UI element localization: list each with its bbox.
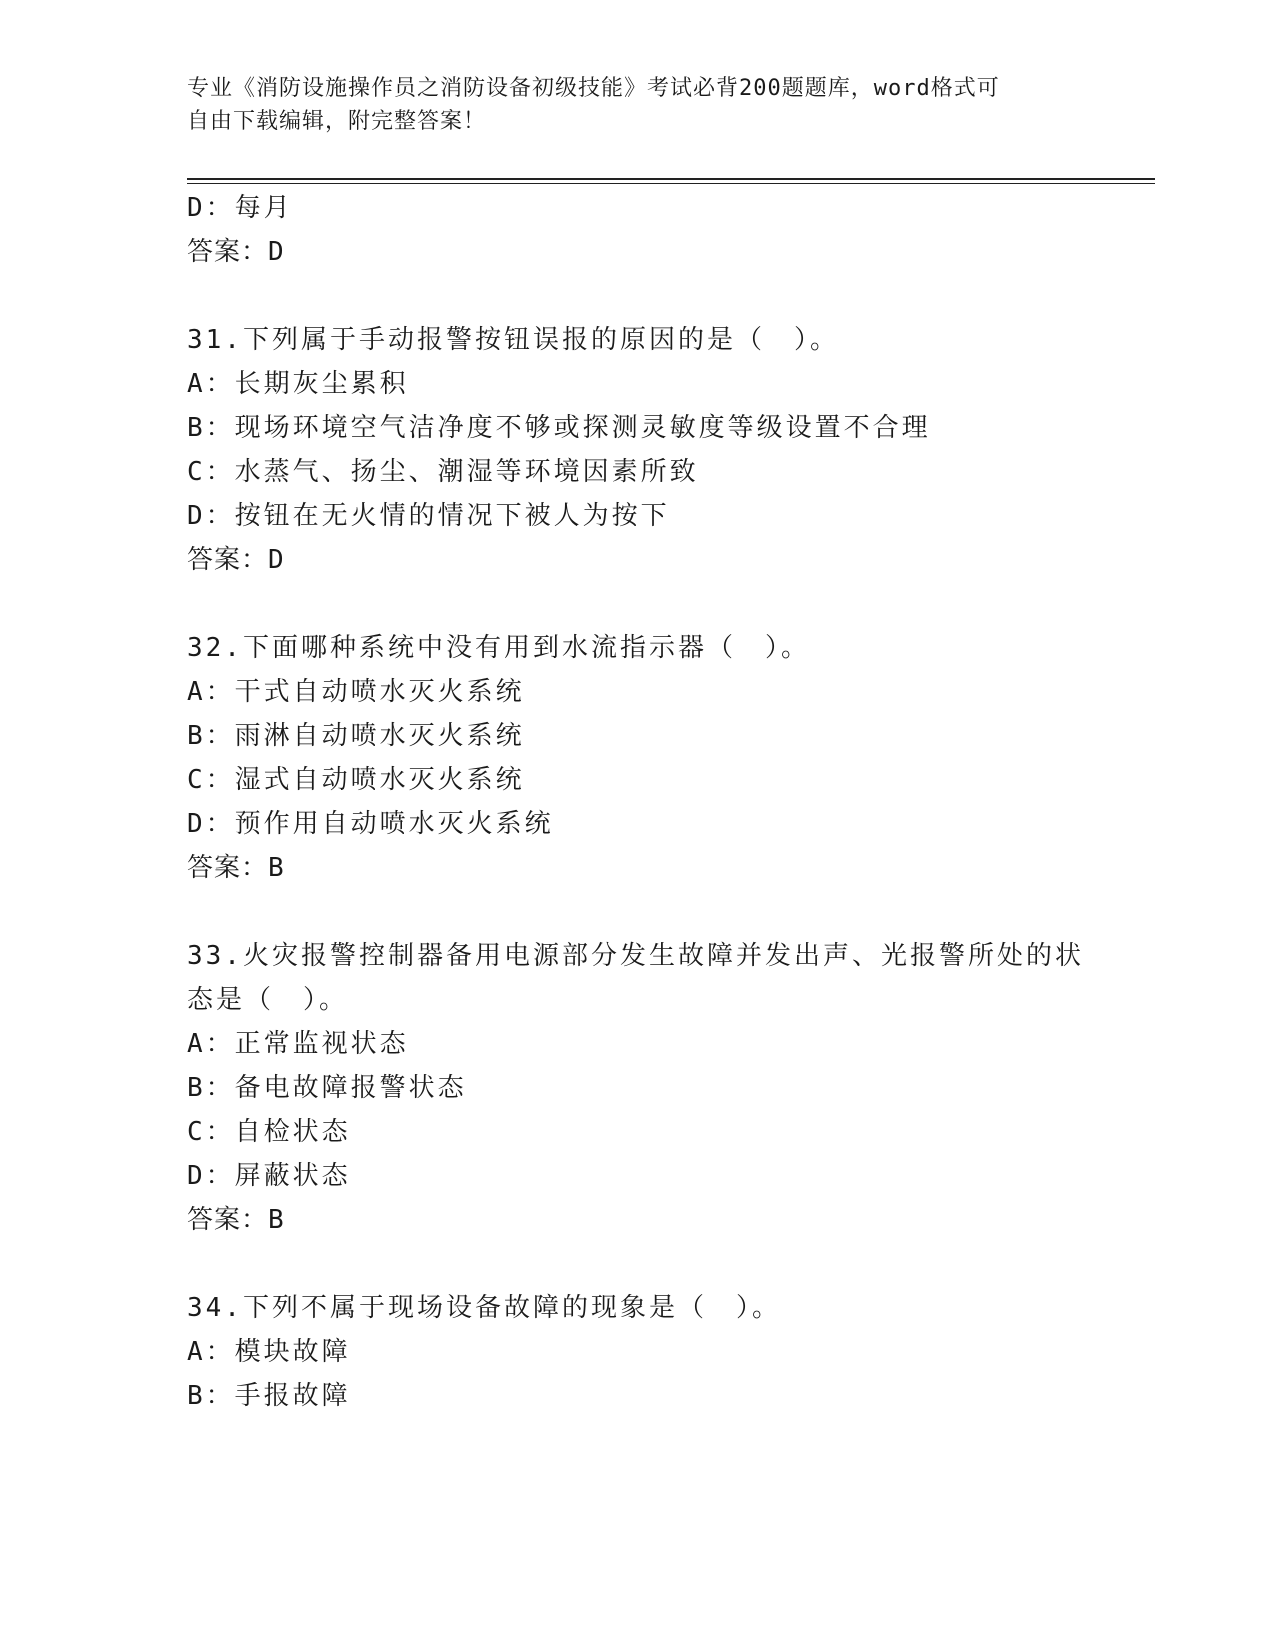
option-a-q32: A：干式自动喷水灭火系统 [187,677,525,707]
question-33: 33.火灾报警控制器备用电源部分发生故障并发出声、光报警所处的状 [187,941,1084,971]
answer-q32: 答案：B [187,853,285,883]
option-b-q31: B：现场环境空气洁净度不够或探测灵敏度等级设置不合理 [187,413,931,443]
option-b-q33: B：备电故障报警状态 [187,1073,467,1103]
question-32: 32.下面哪种系统中没有用到水流指示器（ ）。 [187,633,810,663]
option-b-q34: B：手报故障 [187,1381,351,1411]
option-d-q33: D：屏蔽状态 [187,1161,351,1191]
option-a-q34: A：模块故障 [187,1337,351,1367]
question-33-cont: 态是（ ）。 [187,985,349,1015]
option-a-q31: A：长期灰尘累积 [187,369,409,399]
answer-q30: 答案：D [187,237,285,267]
header-divider [187,178,1155,180]
header-line-1: 专业《消防设施操作员之消防设备初级技能》考试必背200题题库，word格式可 [187,76,1000,101]
answer-q31: 答案：D [187,545,285,575]
document-header [187,72,1087,138]
option-c-q32: C：湿式自动喷水灭火系统 [187,765,525,795]
answer-q33: 答案：B [187,1205,285,1235]
option-b-q32: B：雨淋自动喷水灭火系统 [187,721,525,751]
option-c-q33: C：自检状态 [187,1117,351,1147]
question-34: 34.下列不属于现场设备故障的现象是（ ）。 [187,1293,781,1323]
option-d-q31: D：按钮在无火情的情况下被人为按下 [187,501,670,531]
header-line-2: 自由下载编辑，附完整答案！ [187,109,487,134]
option-c-q31: C：水蒸气、扬尘、潮湿等环境因素所致 [187,457,699,487]
option-a-q33: A：正常监视状态 [187,1029,409,1059]
option-d-q30: D：每月 [187,193,293,223]
option-d-q32: D：预作用自动喷水灭火系统 [187,809,554,839]
header-divider-thin [187,183,1155,184]
question-31: 31.下列属于手动报警按钮误报的原因的是（ ）。 [187,325,839,355]
